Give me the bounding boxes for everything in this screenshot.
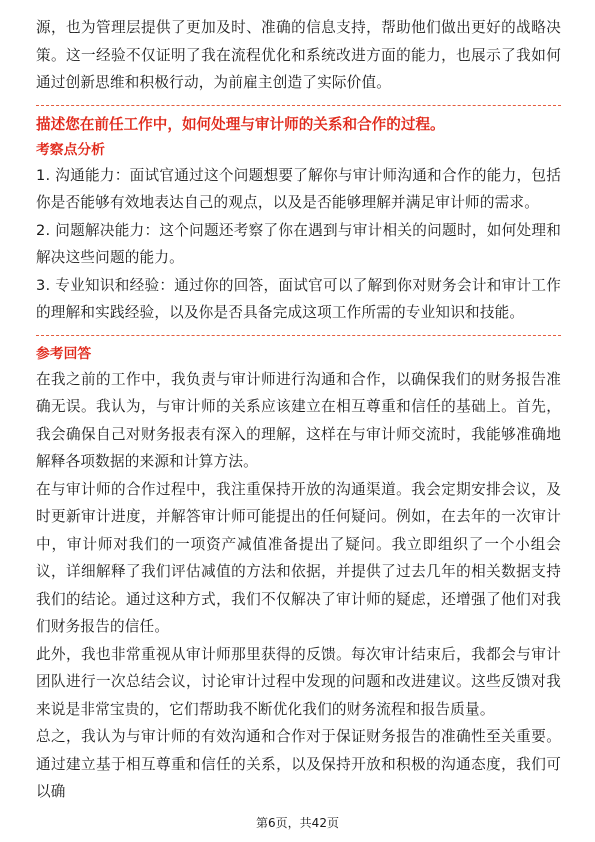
analysis-item: 1. 沟通能力：面试官通过这个问题想要了解你与审计师沟通和合作的能力，包括你是否能够有效地表达自己的观点，以及是否能够理解并满足审计师的需求。 xyxy=(36,166,561,211)
page-number-footer: 第6页，共42页 xyxy=(256,816,339,830)
intro-paragraph: 源，也为管理层提供了更加及时、准确的信息支持，帮助他们做出更好的战略决策。这一经验不仅证明了我在流程优化和系统改进方面的能力，也展示了我如何通过创新思维和积极行动，为前雇主创造了实际价值。 xyxy=(36,19,561,91)
answer-paragraph: 此外，我也非常重视从审计师那里获得的反馈。每次审计结束后，我都会与审计团队进行一次总结会议，讨论审计过程中发现的问题和改进建议。这些反馈对我来说是非常宝贵的，它们帮助我不断优化我们的财务流程和报告质量。 xyxy=(36,645,561,718)
question-heading: 描述您在前任工作中，如何处理与审计师的关系和合作的过程。 xyxy=(36,115,445,133)
answer-paragraph: 在与审计师的合作过程中，我注重保持开放的沟通渠道。我会定期安排会议，及时更新审计进度，并解答审计师可能提出的任何疑问。例如，在去年的一次审计中，审计师对我们的一项资产减值准备提出了疑问。我立即组织了一个小组会议，详细解释了我们评估减值的方法和依据，并提供了过去几年的相关数据支持我们的结论。通过这种方式，我们不仅解决了审计师的疑虑，还增强了他们对我们财务报告的信任。 xyxy=(36,480,561,635)
analysis-item: 3. 专业知识和经验：通过你的回答，面试官可以了解到你对财务会计和审计工作的理解和实践经验，以及你是否具备完成这项工作所需的专业知识和技能。 xyxy=(36,276,561,321)
answer-paragraph: 总之，我认为与审计师的有效沟通和合作对于保证财务报告的准确性至关重要。通过建立基于相互尊重和信任的关系，以及保持开放和积极的沟通态度，我们可以确 xyxy=(36,728,561,800)
document-page xyxy=(36,14,561,806)
answer-paragraph: 在我之前的工作中，我负责与审计师进行沟通和合作，以确保我们的财务报告准确无误。我认为，与审计师的关系应该建立在相互尊重和信任的基础上。首先，我会确保自己对财务报表有深入的理解，这样在与审计师交流时，我能够准确地解释各项数据的来源和计算方法。 xyxy=(36,370,561,470)
analysis-item: 2. 问题解决能力：这个问题还考察了你在遇到与审计相关的问题时，如何处理和解决这些问题的能力。 xyxy=(36,221,561,266)
answer-title: 参考回答 xyxy=(36,345,92,362)
section-divider xyxy=(36,105,561,106)
analysis-title: 考察点分析 xyxy=(36,141,105,158)
section-divider xyxy=(36,335,561,336)
